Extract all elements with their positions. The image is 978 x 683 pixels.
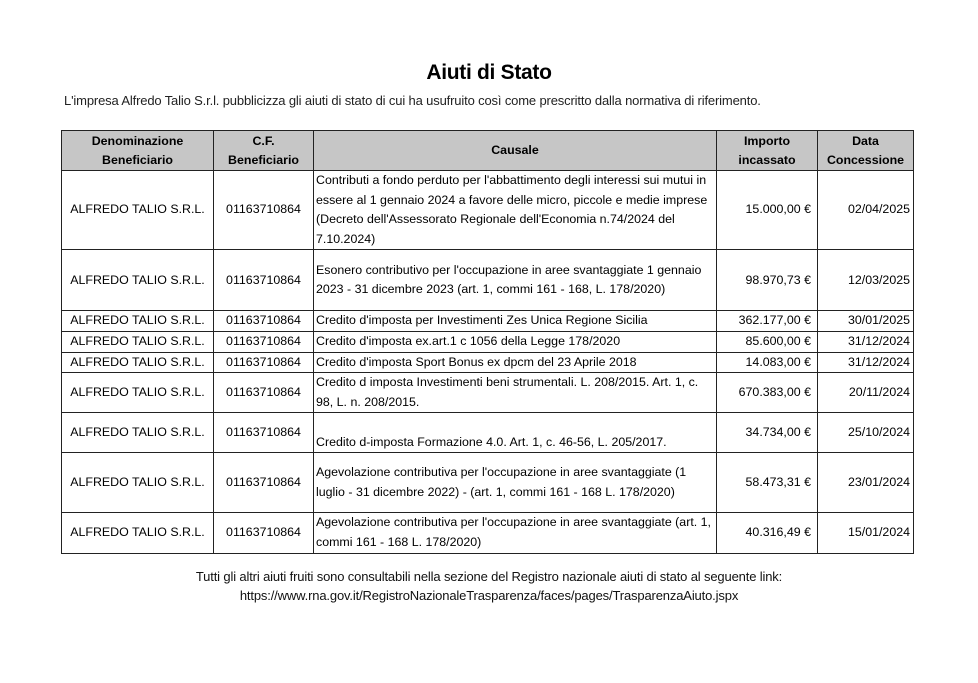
page-title: Aiuti di Stato [426, 61, 552, 84]
cell-cf: 01163710864 [214, 413, 314, 453]
cell-importo: 98.970,73 € [717, 250, 818, 311]
table-row [62, 331, 914, 352]
cell-data: 02/04/2025 [818, 171, 914, 250]
cell-importo: 670.383,00 € [717, 373, 818, 413]
cell-cf: 01163710864 [214, 171, 314, 250]
header-data: Data Concessione [818, 131, 914, 171]
cell-importo: 85.600,00 € [717, 331, 818, 352]
cell-denominazione: ALFREDO TALIO S.R.L. [62, 171, 214, 250]
table-row [62, 413, 914, 453]
cell-cf: 01163710864 [214, 513, 314, 553]
footer-text: Tutti gli altri aiuti fruiti sono consultabili nella sezione del Registro nazionale aiuti di stato al seguente link: [195, 569, 783, 584]
page-subtitle: L'impresa Alfredo Talio S.r.l. pubblicizza gli aiuti di stato di cui ha usufruito così come prescritto dalla normativa di riferimento. [64, 93, 761, 108]
table-row [62, 311, 914, 332]
footer-note [0, 567, 978, 605]
cell-causale: Credito d'imposta Sport Bonus ex dpcm del 23 Aprile 2018 [314, 352, 717, 373]
cell-data: 15/01/2024 [818, 513, 914, 553]
cell-data: 20/11/2024 [818, 373, 914, 413]
header-causale: Causale [314, 131, 717, 171]
cell-importo: 40.316,49 € [717, 513, 818, 553]
cell-data: 25/10/2024 [818, 413, 914, 453]
table-row [62, 513, 914, 553]
cell-causale: Credito d'imposta ex.art.1 c 1056 della Legge 178/2020 [314, 331, 717, 352]
cell-denominazione: ALFREDO TALIO S.R.L. [62, 311, 214, 332]
cell-cf: 01163710864 [214, 331, 314, 352]
cell-causale: Esonero contributivo per l'occupazione in aree svantaggiate 1 gennaio 2023 - 31 dicembre 2023 (art. 1, commi 161 - 168, L. 178/2020) [314, 250, 717, 311]
cell-importo: 34.734,00 € [717, 413, 818, 453]
header-cf: C.F. Beneficiario [214, 131, 314, 171]
cell-importo: 14.083,00 € [717, 352, 818, 373]
cell-cf: 01163710864 [214, 373, 314, 413]
table-row [62, 250, 914, 311]
table-header-row [62, 131, 914, 171]
cell-data: 31/12/2024 [818, 352, 914, 373]
header-importo: Importo incassato [717, 131, 818, 171]
cell-causale: Agevolazione contributiva per l'occupazione in aree svantaggiate (art. 1, commi 161 - 168 L. 178/2020) [314, 513, 717, 553]
table-row [62, 171, 914, 250]
cell-data: 30/01/2025 [818, 311, 914, 332]
cell-denominazione: ALFREDO TALIO S.R.L. [62, 250, 214, 311]
cell-causale: Contributi a fondo perduto per l'abbattimento degli interessi sui mutui in essere al 1 gennaio 2024 a favore delle micro, piccole e medie imprese (Decreto dell'Assessorato Regionale dell'Economia n.74/2024 del 7.10.2024) [314, 171, 717, 250]
cell-denominazione: ALFREDO TALIO S.R.L. [62, 352, 214, 373]
cell-denominazione: ALFREDO TALIO S.R.L. [62, 331, 214, 352]
rna-link[interactable]: https://www.rna.gov.it/RegistroNazionaleTrasparenza/faces/pages/TrasparenzaAiuto.jspx [239, 588, 739, 603]
cell-causale: Credito d'imposta per Investimenti Zes Unica Regione Sicilia [314, 311, 717, 332]
cell-causale: Credito d imposta Investimenti beni strumentali. L. 208/2015. Art. 1, c. 98, L. n. 208/2015. [314, 373, 717, 413]
cell-denominazione: ALFREDO TALIO S.R.L. [62, 453, 214, 513]
cell-importo: 58.473,31 € [717, 453, 818, 513]
cell-denominazione: ALFREDO TALIO S.R.L. [62, 413, 214, 453]
table-row [62, 453, 914, 513]
cell-denominazione: ALFREDO TALIO S.R.L. [62, 513, 214, 553]
cell-importo: 362.177,00 € [717, 311, 818, 332]
cell-cf: 01163710864 [214, 250, 314, 311]
cell-causale: Agevolazione contributiva per l'occupazione in aree svantaggiate (1 luglio - 31 dicembre 2022) - (art. 1, commi 161 - 168 L. 178/2020) [314, 453, 717, 513]
cell-cf: 01163710864 [214, 453, 314, 513]
cell-cf: 01163710864 [214, 352, 314, 373]
cell-denominazione: ALFREDO TALIO S.R.L. [62, 373, 214, 413]
table-row [62, 352, 914, 373]
cell-importo: 15.000,00 € [717, 171, 818, 250]
cell-causale: Credito d-imposta Formazione 4.0. Art. 1, c. 46-56, L. 205/2017. [314, 413, 717, 453]
aiuti-table [61, 130, 914, 554]
cell-data: 31/12/2024 [818, 331, 914, 352]
cell-data: 12/03/2025 [818, 250, 914, 311]
header-denominazione: Denominazione Beneficiario [62, 131, 214, 171]
cell-data: 23/01/2024 [818, 453, 914, 513]
table-row [62, 373, 914, 413]
cell-cf: 01163710864 [214, 311, 314, 332]
